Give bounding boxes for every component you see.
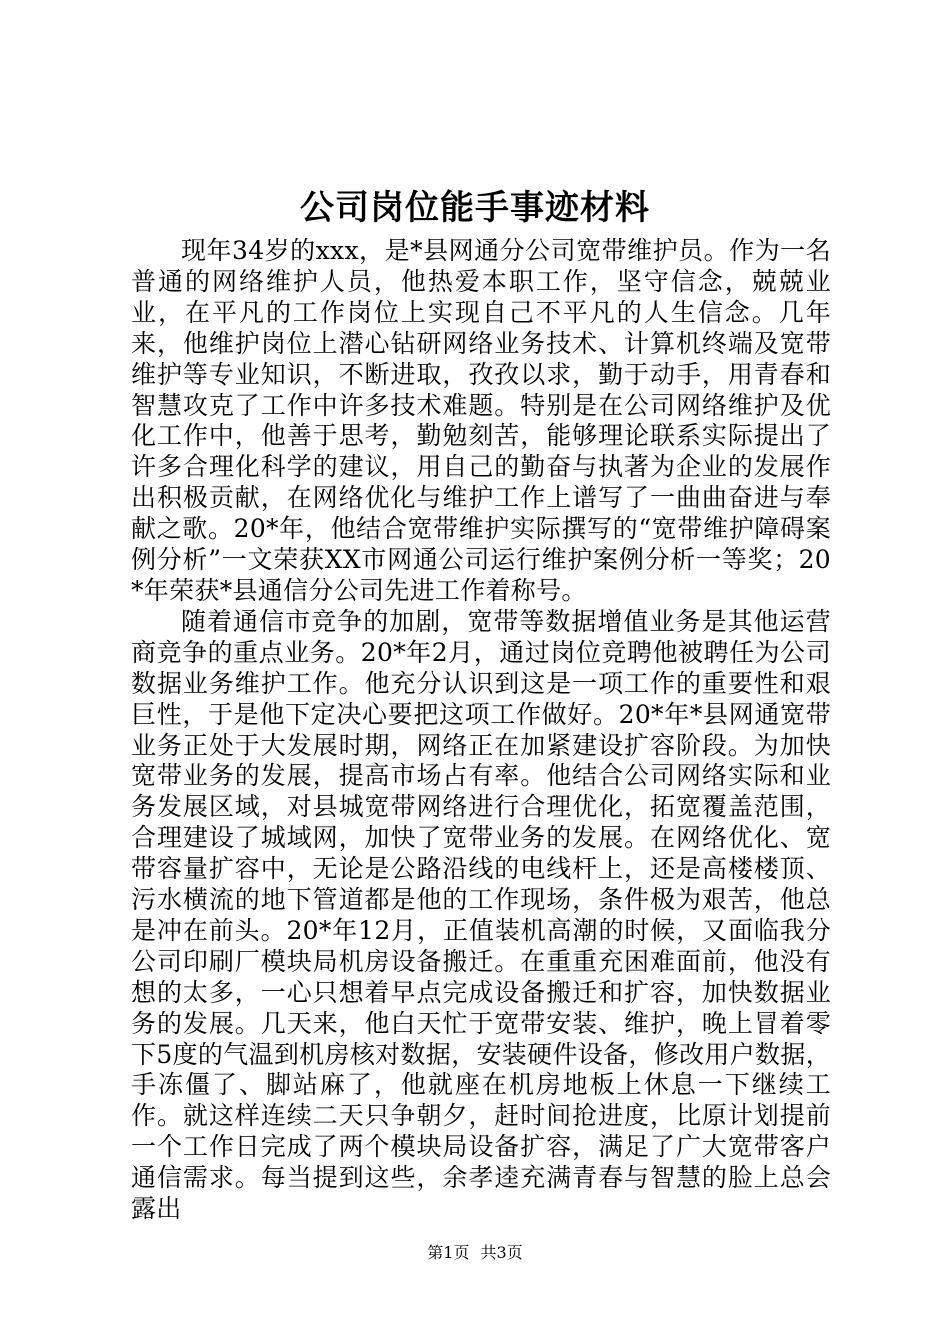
page-footer bbox=[0, 1242, 950, 1264]
paragraph-1: 现年34岁的xxx，是*县网通分公司宽带维护员。作为一名普通的网络维护人员，他热爱本职工作，坚守信念，兢兢业业，在平凡的工作岗位上实现自己不平凡的人生信念。几年来，他维护岗位上潜心钻研网络业务技术、计算机终端及宽带维护等专业知识，不断进取，孜孜以求，勤于动手，用青春和智慧攻克了工作中许多技术难题。特别是在公司网络维护及优化工作中，他善于思考，勤勉刻苦，能够理论联系实际提出了许多合理化科学的建议，用自己的勤奋与执著为企业的发展作出积极贡献，在网络优化与维护工作上谱写了一曲曲奋进与奉献之歌。20*年，他结合宽带维护实际撰写的“宽带维护障碍案例分析”一文荣获XX市网通公司运行维护案例分析一等奖；20*年荣获*县通信分公司先进工作着称号。 bbox=[131, 236, 831, 605]
document-title: 公司岗位能手事迹材料 bbox=[300, 188, 650, 228]
page-total: 共3页 bbox=[480, 1243, 523, 1262]
paragraph-2: 随着通信市竞争的加剧，宽带等数据增值业务是其他运营商竞争的重点业务。20*年2月，通过岗位竞聘他被聘任为公司数据业务维护工作。他充分认识到这是一项工作的重要性和艰巨性，于是他下定决心要把这项工作做好。20*年*县网通宽带业务正处于大发展时期，网络正在加紧建设扩容阶段。为加快宽带业务的发展，提高市场占有率。他结合公司网络实际和业务发展区域，对县城宽带网络进行合理优化，拓宽覆盖范围，合理建设了城域网，加快了宽带业务的发展。在网络优化、宽带容量扩容中，无论是公路沿线的电线杆上，还是高楼楼顶、污水横流的地下管道都是他的工作现场，条件极为艰苦，他总是冲在前头。20*年12月，正值装机高潮的时候，又面临我分公司印刷厂模块局机房设备搬迁。在重重充困难面前，他没有想的太多，一心只想着早点完成设备搬迁和扩容，加快数据业务的发展。几天来，他白天忙于宽带安装、维护，晚上冒着零下5度的气温到机房核对数据，安装硬件设备，修改用户数据，手冻僵了、脚站麻了，他就座在机房地板上休息一下继续工作。就这样连续二天只争朝夕，赶时间抢进度，比原计划提前一个工作日完成了两个模块局设备扩容，满足了广大宽带客户通信需求。每当提到这些，余孝逵充满青春与智慧的脸上总会露出 bbox=[131, 606, 831, 1224]
page-number: 第1页 bbox=[427, 1243, 470, 1262]
document-body bbox=[131, 236, 831, 1225]
